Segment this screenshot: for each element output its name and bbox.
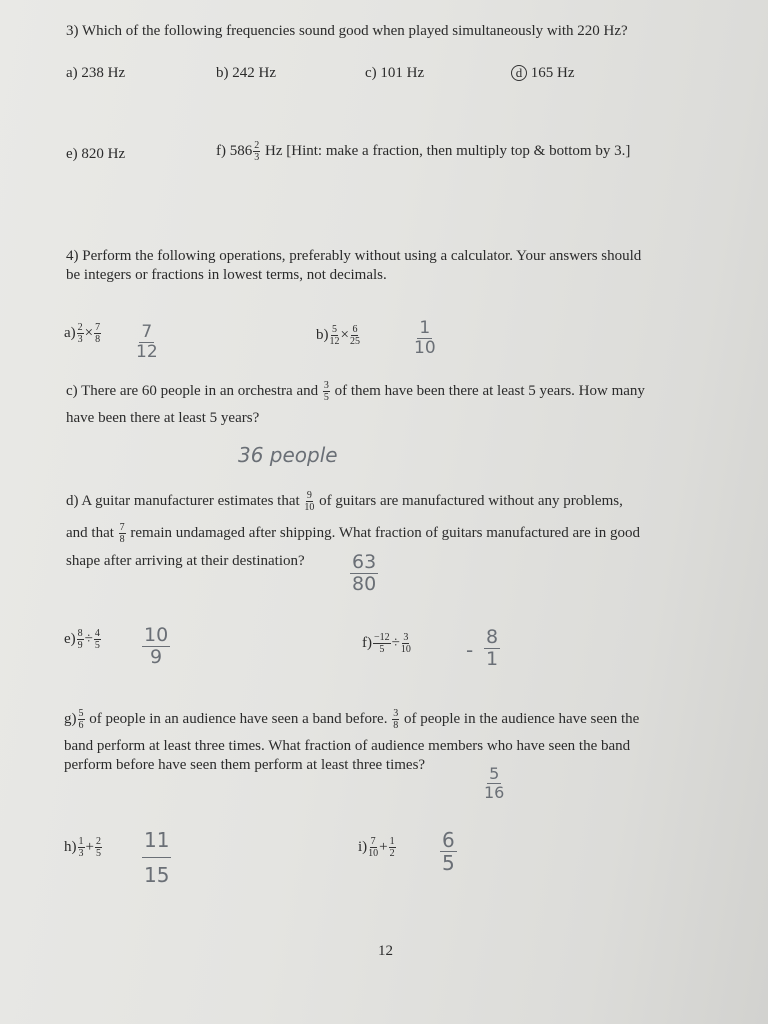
q4g-handwritten-answer: 5 16	[484, 764, 505, 802]
q4b-expression: b) $\frac{5}{12}$ × $\frac{6}{25}$	[316, 324, 360, 347]
option-d-circle: d	[511, 65, 527, 81]
q4e-handwritten-answer: 10 9	[144, 624, 169, 668]
q4c-line2: have been there at least 5 years?	[66, 410, 260, 426]
q4i-expression: i) $\frac{7}{10}$ + $\frac{1}{2}$	[358, 836, 395, 859]
q3-option-a: a) 238 Hz	[66, 65, 126, 81]
q4d-line2: and that $\frac{7}{8}$ remain undamaged after shipping. What fraction of guitars manufactured are in good	[66, 522, 640, 545]
q4h-handwritten-answer: 11 15	[144, 828, 170, 887]
q4f-handwritten-answer: 8 1	[486, 626, 499, 670]
q4f-answer-sign: -	[466, 638, 474, 662]
q4d-line1: d) A guitar manufacturer estimates that $\frac{9}{10}$ of guitars are manufactured without any problems,	[66, 490, 623, 513]
q4a-handwritten-answer: 7 12	[136, 322, 158, 362]
q4g-line2: band perform at least three times. What fraction of audience members who have seen the band	[64, 738, 631, 754]
option-f-text: Hz [Hint: make a fraction, then multiply top & bottom by 3.]	[265, 142, 631, 159]
q3-option-e: e) 820 Hz	[66, 146, 126, 162]
q4g-line1: g) $\frac{5}{6}$ of people in an audience have seen a band before. $\frac{3}{8}$ of people in the audience have seen the	[64, 708, 640, 731]
q4c-line1: c) There are 60 people in an orchestra and $\frac{3}{5}$ of them have been there at least 5 years. How many	[66, 380, 645, 403]
q4b-handwritten-answer: 1 10	[414, 318, 436, 358]
q4e-expression: e) $\frac{8}{9}$ ÷ $\frac{4}{5}$	[64, 628, 100, 651]
option-d-text: 165 Hz	[530, 65, 575, 81]
option-f-label: f) 586	[216, 142, 253, 159]
q3-option-b: b) 242 Hz	[216, 65, 276, 81]
q3-option-f	[216, 140, 630, 163]
q4-intro-line1: 4) Perform the following operations, preferably without using a calculator. Your answers should	[66, 248, 642, 264]
q4d-handwritten-answer: 63 80	[352, 551, 377, 595]
q4g-line3: perform before have seen them perform at least three times?	[64, 757, 426, 773]
q4c-handwritten-answer: 36 people	[238, 443, 338, 467]
q4f-expression: f) $\frac{-12}{5}$ ÷ $\frac{3}{10}$	[362, 632, 411, 655]
q4i-handwritten-answer: 6 5	[442, 828, 455, 875]
q4a-expression: a) $\frac{2}{3}$ × $\frac{7}{8}$	[64, 322, 101, 345]
q4h-expression: h) $\frac{1}{3}$ + $\frac{2}{5}$	[64, 836, 101, 859]
option-f-fraction: $\frac{2}{3}$	[254, 140, 260, 163]
page-number: 12	[378, 943, 393, 959]
q3-option-c: c) 101 Hz	[365, 65, 425, 81]
q3-question: 3) Which of the following frequencies sound good when played simultaneously with 220 Hz?	[66, 23, 628, 39]
q4-intro-line2: be integers or fractions in lowest terms, not decimals.	[66, 267, 387, 283]
q4d-line3: shape after arriving at their destination?	[66, 553, 305, 569]
q3-option-d	[511, 65, 575, 82]
